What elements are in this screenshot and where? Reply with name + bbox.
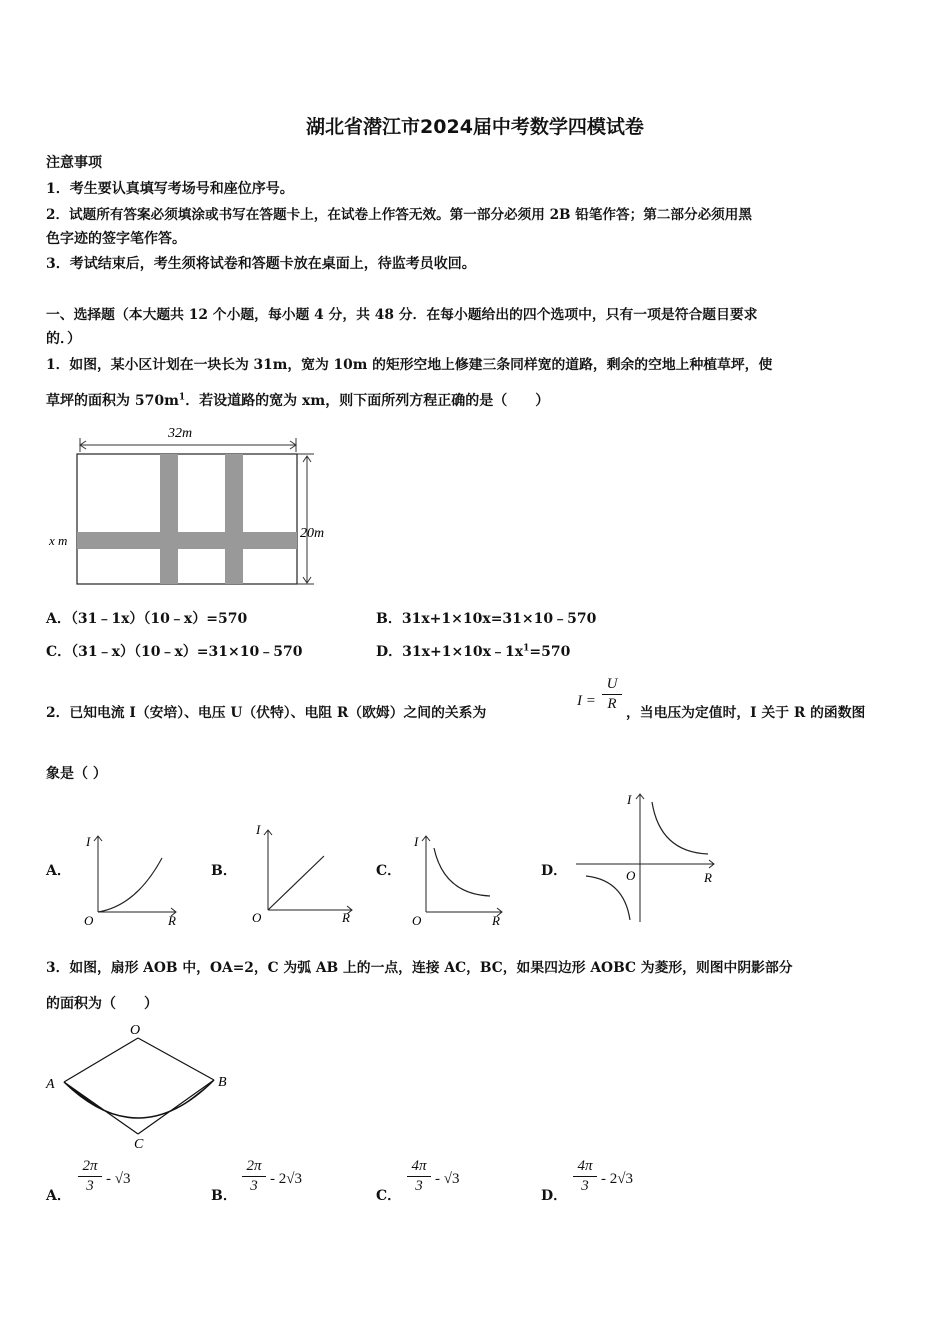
q3-label-o: O (130, 1023, 141, 1038)
q3-option-a-fraction (78, 1158, 102, 1195)
q3-label-a: A (46, 1077, 55, 1092)
q2-d-origin: O (626, 868, 636, 883)
q2-option-b-label: B． (211, 863, 237, 879)
q3-label-b: B (218, 1075, 227, 1090)
q3-option-b-num: 2π (246, 1158, 262, 1174)
q2-a-curve (98, 858, 162, 912)
q2-formula-denominator: R (607, 696, 617, 712)
q2-formula-fraction (602, 676, 622, 713)
q2-formula-bar (602, 694, 622, 695)
q2-option-a-label: A． (46, 863, 71, 879)
notice-item-1: 1．考生要认真填写考场号和座位序号。 (46, 181, 294, 197)
q1-option-d-post: =570 (529, 644, 571, 660)
q3-label-c: C (134, 1137, 144, 1150)
q2-d-y-label: I (627, 792, 632, 807)
q2-text-pre: 2．已知电流 I（安培）、电压 U（伏特）、电阻 R（欧姆）之间的关系为 (46, 705, 487, 721)
q3-option-c-den: 3 (415, 1178, 423, 1194)
q1-option-d (376, 641, 570, 661)
q2-c-y-label: I (414, 834, 419, 849)
q3-option-a-label: A． (46, 1188, 71, 1204)
q2-graph-b (244, 818, 360, 928)
q2-graph-a (74, 828, 184, 928)
q3-option-a-bar (78, 1176, 102, 1177)
q2-formula-numerator: U (606, 676, 618, 692)
q2-d-curve-upper (652, 802, 708, 854)
q3-segment-oa (64, 1038, 138, 1082)
q1-left-label: x m (49, 533, 68, 548)
q2-a-y-label: I (86, 834, 91, 849)
q1-option-d-sup: 1 (523, 643, 530, 654)
q3-option-b-tail: - 2√3 (270, 1171, 302, 1187)
q3-option-b-bar (242, 1176, 266, 1177)
q1-option-a: A．（31﹣1x）（10﹣x）=570 (46, 611, 248, 627)
q3-option-d-label: D． (541, 1188, 568, 1204)
q3-sector-figure (42, 1020, 232, 1150)
q3-option-d-tail: - 2√3 (601, 1171, 633, 1187)
q2-graph-d (572, 788, 720, 928)
q3-lens-mask (64, 1080, 214, 1134)
q3-option-d-num: 4π (577, 1158, 593, 1174)
notice-item-2a: 2．试题所有答案必须填涂或书写在答题卡上，在试卷上作答无效。第一部分必须用 2B 铅笔作答；第二部分必须用黑 (46, 207, 752, 223)
q2-b-line (268, 856, 324, 910)
q1-road-horizontal (77, 532, 297, 549)
section-heading-line2: 的．） (46, 331, 81, 347)
q3-option-b-fraction (242, 1158, 266, 1195)
q2-option-c-label: C． (376, 863, 402, 879)
section-heading-line1: 一、选择题（本大题共 12 个小题，每小题 4 分，共 48 分．在每小题给出的四个选项中，只有一项是符合题目要求 (46, 307, 758, 323)
q2-b-x-label: R (342, 910, 350, 925)
q2-c-x-label: R (492, 913, 500, 928)
q1-road-figure (44, 420, 344, 592)
q3-text-line1: 3．如图，扇形 AOB 中，OA=2，C 为弧 AB 上的一点，连接 AC，BC，如果四边形 AOBC 为菱形，则图中阴影部分 (46, 960, 793, 976)
notice-heading: 注意事项 (46, 155, 102, 171)
q3-option-b-label: B． (211, 1188, 237, 1204)
q2-c-curve (434, 848, 490, 896)
notice-item-2b: 色字迹的签字笔作答。 (46, 231, 186, 247)
q2-text-post: ，当电压为定值时，I 关于 R 的函数图 (626, 705, 866, 721)
page-title: 湖北省潜江市2024届中考数学四模试卷 (306, 116, 644, 138)
q1-road-vertical-1 (160, 454, 178, 584)
q2-text-line2: 象是（ ） (46, 766, 107, 782)
q3-segment-ob (138, 1038, 214, 1080)
q1-text-line2-post: ．若设道路的宽为 xm，则下面所列方程正确的是（ ） (185, 393, 550, 409)
q2-graph-c (404, 828, 510, 928)
q1-top-label: 32m (168, 426, 193, 441)
q1-option-c: C．（31﹣x）（10﹣x）=31×10﹣570 (46, 644, 303, 660)
q1-option-b: B．31x+1×10x=31×10﹣570 (376, 611, 597, 627)
q2-option-d-label: D． (541, 863, 568, 879)
q2-b-y-label: I (256, 822, 261, 837)
q1-road-vertical-2 (225, 454, 243, 584)
q3-option-c-num: 4π (411, 1158, 427, 1174)
q3-option-a-num: 2π (82, 1158, 98, 1174)
q3-option-d-bar (573, 1176, 597, 1177)
q3-option-c-bar (407, 1176, 431, 1177)
notice-item-3: 3．考试结束后，考生须将试卷和答题卡放在桌面上，待监考员收回。 (46, 256, 476, 272)
q3-option-d-fraction (573, 1158, 597, 1195)
q2-d-curve-lower (586, 876, 630, 920)
q2-a-origin: O (84, 913, 94, 928)
q2-formula-lhs: I = (577, 693, 596, 709)
q1-superscript: 1 (178, 392, 186, 403)
q1-text-line2-pre: 草坪的面积为 570m (46, 393, 179, 409)
q3-option-b-den: 3 (250, 1178, 258, 1194)
q1-plot-rect (77, 454, 297, 584)
q2-b-origin: O (252, 910, 262, 925)
q1-option-d-pre: D．31x+1×10x﹣1x (376, 644, 524, 660)
q2-d-x-label: R (704, 870, 712, 885)
q3-option-c-tail: - √3 (435, 1171, 460, 1187)
q3-option-a-den: 3 (86, 1178, 94, 1194)
q3-option-c-label: C． (376, 1188, 402, 1204)
q1-text-line1: 1．如图，某小区计划在一块长为 31m，宽为 10m 的矩形空地上修建三条同样宽的道路，剩余的空地上种植草坪，使 (46, 357, 773, 373)
q3-text-line2: 的面积为（ ） (46, 996, 158, 1012)
q1-right-label: 20m (300, 526, 325, 541)
q1-text-line2 (46, 390, 549, 410)
q2-c-origin: O (412, 913, 422, 928)
q3-option-a-tail: - √3 (106, 1171, 131, 1187)
q2-a-x-label: R (168, 913, 176, 928)
q3-option-c-fraction (407, 1158, 431, 1195)
q3-option-d-den: 3 (581, 1178, 589, 1194)
